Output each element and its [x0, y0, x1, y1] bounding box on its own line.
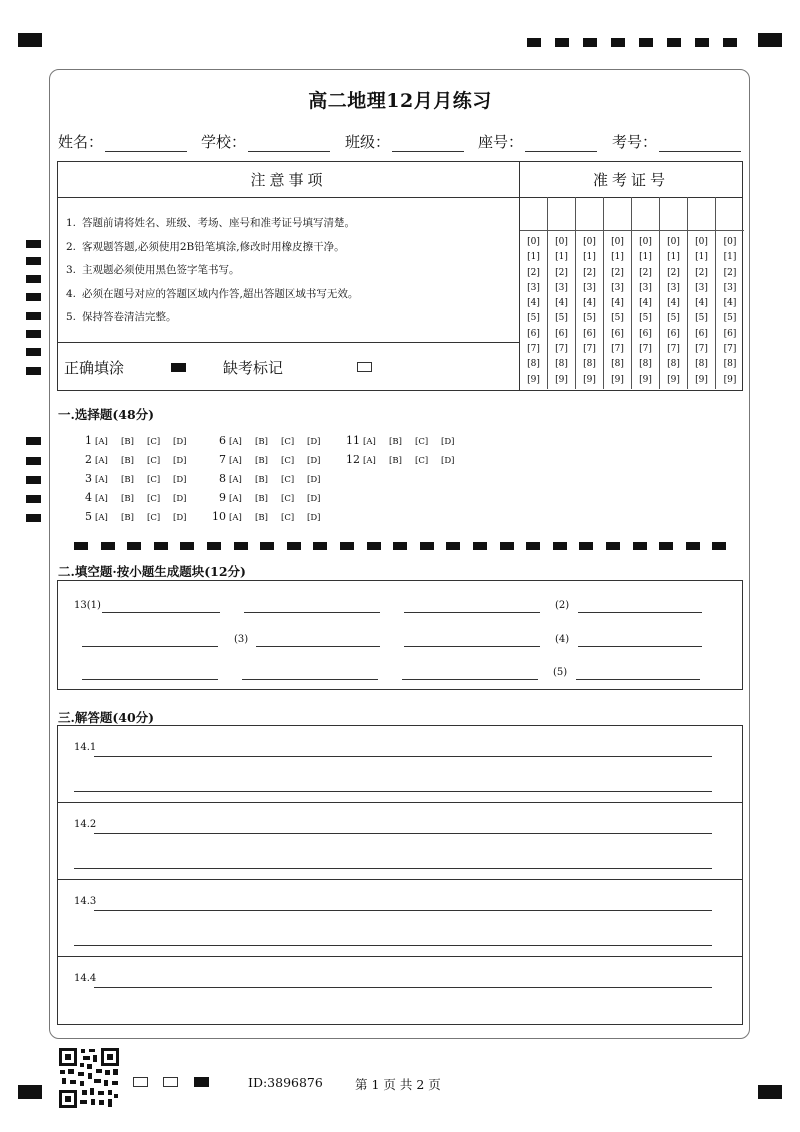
footer-checkbox-1[interactable]	[133, 1077, 148, 1087]
exam-digit-bubble[interactable]: [6]	[611, 328, 624, 339]
exam-digit-bubble[interactable]: [0]	[639, 237, 652, 247]
timing-mark	[667, 38, 681, 47]
choice-question	[208, 434, 333, 447]
exam-number-heading: 准考证号	[519, 161, 743, 198]
notice-item	[66, 262, 358, 286]
exam-digit-bubble[interactable]: [1]	[527, 252, 540, 263]
option-bubble[interactable]: [D]	[173, 494, 187, 504]
timing-mark	[26, 514, 41, 522]
seat-field[interactable]	[478, 131, 597, 152]
timing-mark	[723, 38, 737, 47]
timing-mark	[26, 495, 41, 503]
exam-digit-bubble[interactable]: [9]	[639, 374, 652, 385]
option-bubble[interactable]: [A]	[229, 456, 242, 466]
choice-question	[342, 434, 467, 447]
answer-label: 14.1	[74, 742, 97, 753]
name-field[interactable]	[58, 131, 187, 152]
exam-digit-bubble[interactable]: [9]	[723, 374, 737, 385]
notice-list	[66, 215, 358, 333]
name-line[interactable]	[105, 136, 187, 152]
exam-digit-bubble[interactable]: [7]	[695, 344, 708, 355]
exam-digit-bubble[interactable]: [6]	[723, 328, 737, 339]
exam-digit-bubbles	[604, 231, 631, 388]
exam-digit-bubbles	[520, 231, 547, 388]
exam-digit-bubbles	[716, 231, 744, 388]
exam-digit-bubble[interactable]: [0]	[667, 237, 680, 247]
choice-question	[82, 491, 199, 504]
answer-label: 14.2	[74, 819, 97, 830]
q13-3-blank[interactable]	[256, 646, 380, 647]
answer-line[interactable]	[94, 910, 712, 911]
exam-digit-bubble[interactable]: [2]	[555, 267, 568, 278]
exam-digit-bubble[interactable]: [5]	[555, 313, 568, 324]
notice-item-number: 1.	[66, 217, 77, 229]
qr-code-icon	[58, 1047, 120, 1109]
q13-3-blank-b[interactable]	[404, 646, 540, 647]
exam-digit-bubble[interactable]: [8]	[611, 359, 624, 370]
answer-line[interactable]	[74, 791, 712, 792]
question-number: 7	[219, 453, 226, 466]
exam-digit-bubble[interactable]: [4]	[723, 298, 737, 309]
q13-4-blank-b[interactable]	[82, 679, 218, 680]
exam-digit-bubble[interactable]: [4]	[667, 298, 680, 309]
choice-question	[82, 472, 199, 485]
choice-question	[82, 453, 199, 466]
timing-mark	[695, 38, 709, 47]
choice-question	[82, 510, 199, 523]
exam-digit-bubble[interactable]: [6]	[583, 328, 596, 339]
timing-mark	[611, 38, 625, 47]
exam-digit-bubble[interactable]: [2]	[695, 267, 708, 278]
option-bubble[interactable]: [B]	[121, 456, 134, 466]
question-number: 11	[346, 434, 360, 447]
exam-digit-bubble[interactable]: [5]	[667, 313, 680, 324]
answer-line[interactable]	[74, 868, 712, 869]
timing-mark	[26, 457, 41, 465]
answer-label: 14.4	[74, 973, 97, 984]
exam-digit-bubble[interactable]: [8]	[667, 359, 680, 370]
exam-number-column	[660, 197, 688, 389]
notice-item-text: 保持答卷清洁完整。	[82, 311, 177, 323]
exam-digit-bubble[interactable]: [8]	[583, 359, 596, 370]
exam-number-column	[716, 197, 744, 389]
exam-digit-bubble[interactable]: [5]	[611, 313, 624, 324]
timing-mark	[639, 38, 653, 47]
option-bubble[interactable]: [D]	[173, 437, 187, 447]
corner-mark-top-right	[758, 33, 782, 47]
exam-digit-write-box[interactable]	[632, 197, 659, 231]
answer-box	[57, 725, 743, 1025]
option-bubble[interactable]: [D]	[307, 437, 321, 447]
answer-line[interactable]	[74, 945, 712, 946]
exam-number-column	[632, 197, 660, 389]
exam-digit-bubble[interactable]: [4]	[583, 298, 596, 309]
exam-digit-bubble[interactable]: [2]	[723, 267, 737, 278]
exam-digit-bubble[interactable]: [7]	[667, 344, 680, 355]
option-bubble[interactable]: [B]	[255, 513, 268, 523]
choice-question	[82, 434, 199, 447]
option-bubble[interactable]: [B]	[389, 456, 402, 466]
corner-mark-bottom-right	[758, 1085, 782, 1099]
exam-digit-bubbles	[688, 231, 715, 388]
exam-digit-bubble[interactable]: [0]	[583, 237, 596, 247]
notice-item	[66, 239, 358, 263]
notice-item	[66, 309, 358, 333]
exam-digit-bubble[interactable]: [2]	[527, 267, 540, 278]
exam-digit-bubble[interactable]: [3]	[555, 282, 568, 293]
timing-mark	[26, 275, 41, 283]
exam-digit-bubble[interactable]: [0]	[611, 237, 624, 247]
exam-digit-bubble[interactable]: [7]	[555, 344, 568, 355]
exam-digit-bubble[interactable]: [8]	[723, 359, 737, 370]
exam-number-column	[520, 197, 548, 389]
exam-digit-bubble[interactable]: [6]	[667, 328, 680, 339]
question-number: 3	[85, 472, 92, 485]
option-bubble[interactable]: [B]	[121, 475, 134, 485]
exam-digit-bubble[interactable]: [1]	[639, 252, 652, 263]
exam-digit-bubble[interactable]: [4]	[611, 298, 624, 309]
exam-digit-bubble[interactable]: [6]	[527, 328, 540, 339]
q13-2-blank-b[interactable]	[82, 646, 218, 647]
exam-digit-bubble[interactable]: [3]	[695, 282, 708, 293]
sheet-id: ID:3896876	[248, 1075, 323, 1090]
exam-digit-bubble[interactable]: [0]	[695, 237, 708, 247]
option-bubble[interactable]: [C]	[415, 456, 429, 466]
exam-digit-bubble[interactable]: [8]	[639, 359, 652, 370]
q13-1-blank-a[interactable]	[102, 612, 220, 613]
notice-item-number: 5.	[66, 311, 77, 323]
exam-digit-bubble[interactable]: [9]	[695, 374, 708, 385]
q13-5-blank[interactable]	[576, 679, 700, 680]
question-number: 9	[219, 491, 226, 504]
question-number: 8	[219, 472, 226, 485]
option-bubble[interactable]: [A]	[363, 437, 376, 447]
exam-digit-bubble[interactable]: [1]	[695, 252, 708, 263]
exam-digit-bubble[interactable]: [1]	[723, 252, 737, 263]
notice-item-number: 3.	[66, 264, 77, 276]
answer-line[interactable]	[94, 833, 712, 834]
option-bubble[interactable]: [D]	[441, 437, 455, 447]
option-bubble[interactable]: [C]	[281, 513, 295, 523]
q13-4-label: (4)	[555, 634, 570, 645]
exam-digit-write-box[interactable]	[520, 197, 547, 231]
name-label: 姓名：	[58, 133, 104, 151]
q13-2-label: (2)	[555, 600, 570, 611]
q13-4-blank-c[interactable]	[242, 679, 378, 680]
option-bubble[interactable]: [C]	[147, 494, 161, 504]
class-field[interactable]	[345, 131, 464, 152]
notice-heading: 注意事项	[57, 161, 520, 198]
option-bubble[interactable]: [A]	[95, 494, 108, 504]
exam-digit-bubble[interactable]: [8]	[695, 359, 708, 370]
page-title: 高二地理12月月练习	[308, 90, 492, 112]
exam-digit-write-box[interactable]	[660, 197, 687, 231]
option-bubble[interactable]: [D]	[173, 475, 187, 485]
option-bubble[interactable]: [D]	[441, 456, 455, 466]
exam-digit-bubble[interactable]: [3]	[583, 282, 596, 293]
choice-question	[342, 453, 467, 466]
school-line[interactable]	[248, 136, 330, 152]
exam-digit-bubble[interactable]: [2]	[639, 267, 652, 278]
q13-3-label: (3)	[234, 634, 249, 645]
exam-digit-bubble[interactable]: [3]	[611, 282, 624, 293]
option-bubble[interactable]: [C]	[281, 437, 295, 447]
exam-digit-bubble[interactable]: [1]	[583, 252, 596, 263]
section1-title: 一.选择题(48分)	[58, 407, 155, 422]
option-bubble[interactable]: [C]	[281, 494, 295, 504]
absent-label: 缺考标记	[223, 359, 284, 377]
notice-item	[66, 215, 358, 239]
exam-digit-bubble[interactable]: [5]	[639, 313, 652, 324]
option-bubble[interactable]: [C]	[281, 456, 295, 466]
question-number: 5	[85, 510, 92, 523]
question-number: 12	[346, 453, 360, 466]
exam-digit-bubble[interactable]: [7]	[639, 344, 652, 355]
footer-filled-mark	[194, 1077, 209, 1087]
class-line[interactable]	[392, 136, 464, 152]
corner-mark-top-left	[18, 33, 42, 47]
school-field[interactable]	[201, 131, 330, 152]
exam-digit-bubble[interactable]: [3]	[527, 282, 540, 293]
option-bubble[interactable]: [B]	[255, 437, 268, 447]
seat-line[interactable]	[525, 136, 597, 152]
section3-title: 三.解答题(40分)	[58, 710, 155, 725]
corner-mark-bottom-left	[18, 1085, 42, 1099]
answer-row	[58, 880, 742, 957]
exam-digit-bubbles	[576, 231, 603, 388]
option-bubble[interactable]: [A]	[363, 456, 376, 466]
notice-item-text: 主观题必须使用黑色签字笔书写。	[82, 264, 240, 276]
q13-1-blank-b[interactable]	[244, 612, 380, 613]
exam-digit-bubble[interactable]: [6]	[639, 328, 652, 339]
option-bubble[interactable]: [D]	[173, 513, 187, 523]
absent-checkbox[interactable]	[357, 362, 372, 372]
seat-label: 座号：	[478, 133, 524, 151]
exam-number-column	[688, 197, 716, 389]
exam-digit-bubble[interactable]: [7]	[611, 344, 624, 355]
answer-row	[58, 803, 742, 880]
q13-4-blank-d[interactable]	[402, 679, 538, 680]
exam-digit-write-box[interactable]	[688, 197, 715, 231]
exam-digit-bubble[interactable]: [8]	[555, 359, 568, 370]
option-bubble[interactable]: [C]	[147, 456, 161, 466]
option-bubble[interactable]: [B]	[255, 456, 268, 466]
exam-digit-bubble[interactable]: [1]	[611, 252, 624, 263]
notice-item-text: 答题前请将姓名、班级、考场、座号和准考证号填写清楚。	[82, 217, 355, 229]
question-number: 1	[85, 434, 92, 447]
exam-no-line[interactable]	[659, 136, 741, 152]
exam-digit-bubble[interactable]: [3]	[639, 282, 652, 293]
q13-5-label: (5)	[553, 667, 568, 678]
exam-digit-bubble[interactable]: [8]	[527, 359, 540, 370]
notice-body	[57, 197, 520, 343]
notice-item-text: 客观题答题,必须使用2B铅笔填涂,修改时用橡皮擦干净。	[82, 240, 345, 253]
exam-digit-bubble[interactable]: [9]	[583, 374, 596, 385]
option-bubble[interactable]: [B]	[121, 513, 134, 523]
option-bubble[interactable]: [D]	[307, 456, 321, 466]
option-bubble[interactable]: [C]	[147, 513, 161, 523]
exam-digit-bubble[interactable]: [2]	[583, 267, 596, 278]
timing-mark	[26, 476, 41, 484]
option-bubble[interactable]: [A]	[95, 437, 108, 447]
exam-digit-bubble[interactable]: [7]	[527, 344, 540, 355]
option-bubble[interactable]: [D]	[307, 513, 321, 523]
option-bubble[interactable]: [A]	[229, 494, 242, 504]
q13-4-blank[interactable]	[578, 646, 702, 647]
exam-number-column	[548, 197, 576, 389]
class-label: 班级：	[345, 133, 391, 151]
exam-digit-bubble[interactable]: [0]	[555, 237, 568, 247]
exam-digit-bubble[interactable]: [3]	[667, 282, 680, 293]
exam-digit-bubble[interactable]: [5]	[583, 313, 596, 324]
exam-digit-bubble[interactable]: [2]	[667, 267, 680, 278]
exam-number-column	[576, 197, 604, 389]
exam-digit-bubble[interactable]: [0]	[723, 237, 737, 247]
notice-item-number: 4.	[66, 287, 77, 300]
answer-line[interactable]	[94, 987, 712, 988]
exam-digit-bubbles	[548, 231, 575, 388]
exam-digit-bubble[interactable]: [4]	[695, 298, 708, 309]
timing-mark	[26, 240, 41, 248]
timing-mark	[26, 348, 41, 356]
option-bubble[interactable]: [B]	[389, 437, 402, 447]
exam-digit-bubble[interactable]: [5]	[695, 313, 708, 324]
timing-mark	[26, 293, 41, 301]
exam-digit-bubble[interactable]: [4]	[639, 298, 652, 309]
option-bubble[interactable]: [B]	[121, 437, 134, 447]
option-bubble[interactable]: [A]	[95, 456, 108, 466]
option-bubble[interactable]: [D]	[307, 494, 321, 504]
exam-digit-bubble[interactable]: [4]	[555, 298, 568, 309]
exam-digit-bubbles	[660, 231, 687, 388]
correct-fill-label: 正确填涂	[64, 359, 125, 377]
fill-blank-box	[57, 580, 743, 690]
option-bubble[interactable]: [A]	[229, 437, 242, 447]
timing-mark	[555, 38, 569, 47]
timing-mark	[26, 257, 41, 265]
choice-question	[208, 491, 333, 504]
section2-title: 二.填空题·按小题生成题块(12分)	[58, 564, 246, 579]
answer-row	[58, 957, 742, 1034]
exam-digit-write-box[interactable]	[576, 197, 603, 231]
exam-digit-bubble[interactable]: [5]	[723, 313, 737, 324]
q13-label: 13(1)	[74, 600, 101, 611]
exam-digit-bubbles	[632, 231, 659, 388]
answer-row	[58, 726, 742, 803]
exam-digit-bubble[interactable]: [7]	[583, 344, 596, 355]
exam-digit-bubble[interactable]: [1]	[667, 252, 680, 263]
exam-digit-write-box[interactable]	[716, 197, 744, 231]
exam-digit-bubble[interactable]: [9]	[611, 374, 624, 385]
option-bubble[interactable]: [C]	[147, 437, 161, 447]
timing-mark	[583, 38, 597, 47]
option-bubble[interactable]: [A]	[229, 513, 242, 523]
timing-mark	[26, 367, 41, 375]
exam-digit-write-box[interactable]	[604, 197, 631, 231]
timing-mark	[26, 312, 41, 320]
exam-number-column	[604, 197, 632, 389]
option-bubble[interactable]: [B]	[121, 494, 134, 504]
choice-question	[208, 510, 333, 523]
exam-digit-bubble[interactable]: [2]	[611, 267, 624, 278]
option-bubble[interactable]: [A]	[95, 475, 108, 485]
exam-digit-bubble[interactable]: [4]	[527, 298, 540, 309]
exam-digit-bubble[interactable]: [1]	[555, 252, 568, 263]
option-bubble[interactable]: [D]	[307, 475, 321, 485]
option-bubble[interactable]: [A]	[95, 513, 108, 523]
notice-item-number: 2.	[66, 240, 77, 253]
choice-question	[208, 453, 333, 466]
exam-no-label: 考号：	[612, 133, 658, 151]
exam-digit-bubble[interactable]: [7]	[723, 344, 737, 355]
answer-label: 14.3	[74, 896, 97, 907]
q13-1-blank-c[interactable]	[404, 612, 540, 613]
exam-digit-bubble[interactable]: [9]	[527, 374, 540, 385]
fill-example-row	[57, 342, 520, 391]
exam-digit-bubble[interactable]: [5]	[527, 313, 540, 324]
option-bubble[interactable]: [D]	[173, 456, 187, 466]
exam-number-grid	[519, 197, 743, 391]
choice-question	[208, 472, 333, 485]
exam-digit-bubble[interactable]: [3]	[723, 282, 737, 293]
question-number: 4	[85, 491, 92, 504]
page-indicator: 第 1 页 共 2 页	[355, 1077, 441, 1092]
option-bubble[interactable]: [C]	[415, 437, 429, 447]
exam-digit-write-box[interactable]	[548, 197, 575, 231]
answer-line[interactable]	[94, 756, 712, 757]
question-number: 2	[85, 453, 92, 466]
option-bubble[interactable]: [C]	[147, 475, 161, 485]
timing-mark	[26, 437, 41, 445]
notice-item	[66, 286, 358, 310]
student-info-row	[58, 131, 748, 153]
option-bubble[interactable]: [A]	[229, 475, 242, 485]
notice-item-text: 必须在题号对应的答题区域内作答,超出答题区域书写无效。	[82, 287, 359, 300]
exam-digit-bubble[interactable]: [6]	[555, 328, 568, 339]
option-bubble[interactable]: [C]	[281, 475, 295, 485]
exam-digit-bubble[interactable]: [6]	[695, 328, 708, 339]
exam-digit-bubble[interactable]: [9]	[667, 374, 680, 385]
timing-mark	[527, 38, 541, 47]
filled-mark-example	[171, 363, 186, 372]
question-number: 6	[219, 434, 226, 447]
school-label: 学校：	[201, 133, 247, 151]
timing-mark	[26, 330, 41, 338]
option-bubble[interactable]: [B]	[255, 494, 268, 504]
question-number: 10	[212, 510, 226, 523]
q13-2-blank[interactable]	[578, 612, 702, 613]
exam-no-field[interactable]	[612, 131, 741, 152]
footer-checkbox-2[interactable]	[163, 1077, 178, 1087]
option-bubble[interactable]: [B]	[255, 475, 268, 485]
exam-digit-bubble[interactable]: [0]	[527, 237, 540, 247]
exam-digit-bubble[interactable]: [9]	[555, 374, 568, 385]
